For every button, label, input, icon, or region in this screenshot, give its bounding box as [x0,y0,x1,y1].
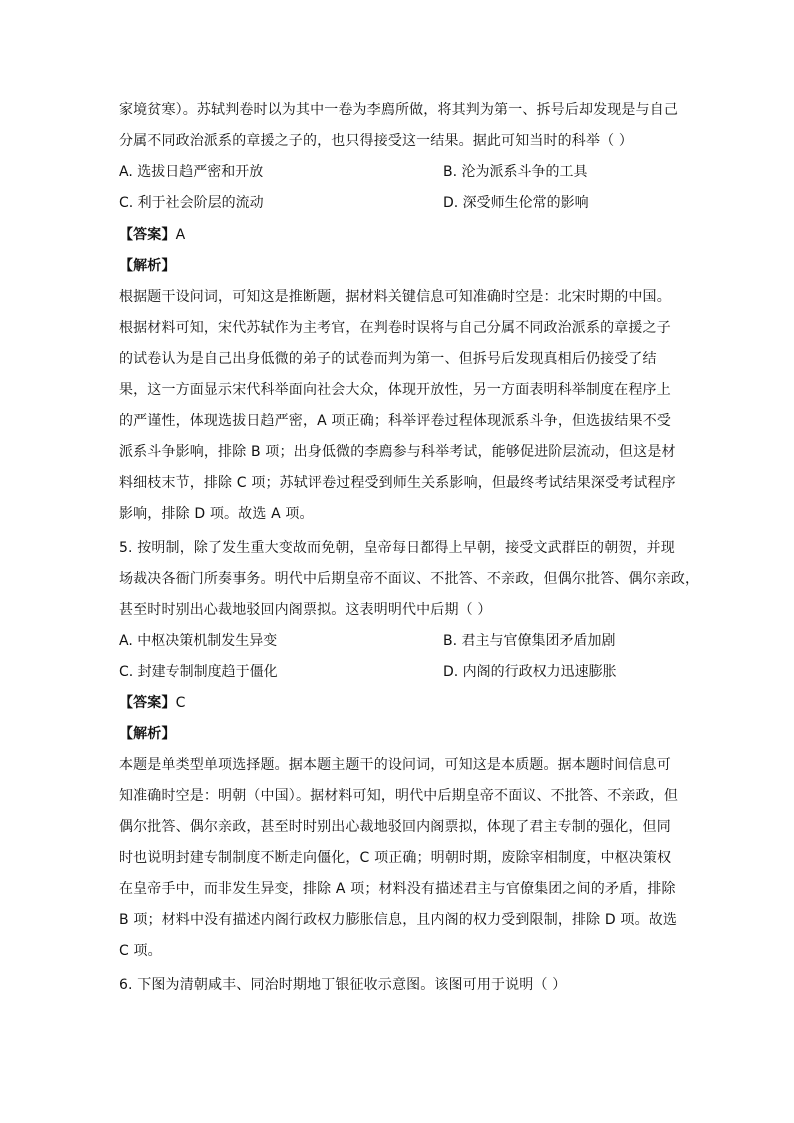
question-6-text-line-1: 6. 下图为清朝咸丰、同治时期地丁银征收示意图。该图可用于说明（ ） [119,977,567,993]
question-5-analysis-line-4: 时也说明封建专制制度不断走向僵化，C 项正确；明朝时期，废除宰相制度，中枢决策权 [119,850,672,866]
question-5-analysis-line-1: 本题是单类型单项选择题。据本题主题干的设问词，可知这是本质题。据本题时间信息可 [119,757,671,773]
question-5-text-line-1: 5. 按明制，除了发生重大变故而免朝，皇帝每日都得上早朝，接受文武群臣的朝贺，并现 [119,540,675,556]
question-4-option-d: D. 深受师生伦常的影响 [443,195,589,211]
question-5-analysis-line-2: 知准确时空是：明朝（中国）。据材料可知，明代中后期皇帝不面议、不批答、不亲政，但 [119,788,678,804]
question-4-analysis-label: 【解析】 [119,258,176,274]
question-4-option-a: A. 选拔日趋严密和开放 [119,164,264,180]
answer-label: 【答案】 [119,695,176,711]
answer-value: A [175,227,186,243]
question-4-options-row-2 [119,188,679,219]
answer-label: 【答案】 [119,227,176,243]
question-4-analysis-line-5: 的严谨性，体现选拔日趋严密，A 项正确；科举评卷过程体现派系斗争，但选拔结果不受 [119,413,672,429]
question-5-analysis-line-6: B 项；材料中没有描述内阁行政权力膨胀信息，且内阁的权力受到限制，排除 D 项。故选 [119,912,678,928]
question-5-option-a: A. 中枢决策机制发生异变 [119,633,278,649]
question-5-options-row-1 [119,626,679,657]
question-4-analysis-line-8: 影响，排除 D 项。故选 A 项。 [119,506,314,522]
question-4-options-row-1 [119,157,679,188]
question-4-analysis-line-2: 根据材料可知，宋代苏轼作为主考官，在判卷时误将与自己分属不同政治派系的章援之子 [119,320,671,336]
question-4-analysis-line-6: 派系斗争影响，排除 B 项；出身低微的李廌参与科举考试，能够促进阶层流动，但这是材 [119,444,676,460]
question-5-analysis-line-3: 偶尔批答、偶尔亲政，甚至时时别出心裁地驳回内阁票拟，体现了君主专制的强化，但同 [119,819,671,835]
question-4-text-line-2: 分属不同政治派系的章援之子的，也只得接受这一结果。据此可知当时的科举（ ） [119,133,633,149]
question-5-text-line-2: 场裁决各衙门所奏事务。明代中后期皇帝不面议、不批答、不亲政，但偶尔批答、偶尔亲政， [119,571,700,587]
question-4-text-line-1: 家境贫寒）。苏轼判卷时以为其中一卷为李廌所做，将其判为第一、拆号后却发现是与自己 [119,102,678,118]
question-4-analysis-line-4: 果，这一方面显示宋代科举面向社会大众，体现开放性，另一方面表明科举制度在程序上 [119,382,671,398]
question-4-answer [119,220,679,251]
question-5-option-d: D. 内阁的行政权力迅速膨胀 [443,664,617,680]
question-5-analysis-line-7: C 项。 [119,943,162,959]
question-4-option-c: C. 利于社会阶层的流动 [119,195,264,211]
question-5-options-row-2 [119,657,679,688]
question-4-analysis-line-7: 料细枝末节，排除 C 项；苏轼评卷过程受到师生关系影响，但最终考试结果深受考试程序 [119,475,676,491]
question-4-analysis-line-1: 根据题干设问词，可知这是推断题，据材料关键信息可知准确时空是：北宋时期的中国。 [119,289,671,305]
question-5-option-c: C. 封建专制制度趋于僵化 [119,664,278,680]
question-5-option-b: B. 君主与官僚集团矛盾加剧 [443,633,616,649]
answer-value: C [175,695,186,711]
question-5-text-line-3: 甚至时时别出心裁地驳回内阁票拟。这表明明代中后期（ ） [119,602,492,618]
question-5-analysis-line-5: 在皇帝手中，而非发生异变，排除 A 项；材料没有描述君主与官僚集团之间的矛盾，排除 [119,881,676,897]
question-4-option-b: B. 沦为派系斗争的工具 [443,164,588,180]
question-5-analysis-label: 【解析】 [119,726,176,742]
question-5-answer [119,688,679,719]
question-4-analysis-line-3: 的试卷认为是自己出身低微的弟子的试卷而判为第一、但拆号后发现真相后仍接受了结 [119,351,657,367]
